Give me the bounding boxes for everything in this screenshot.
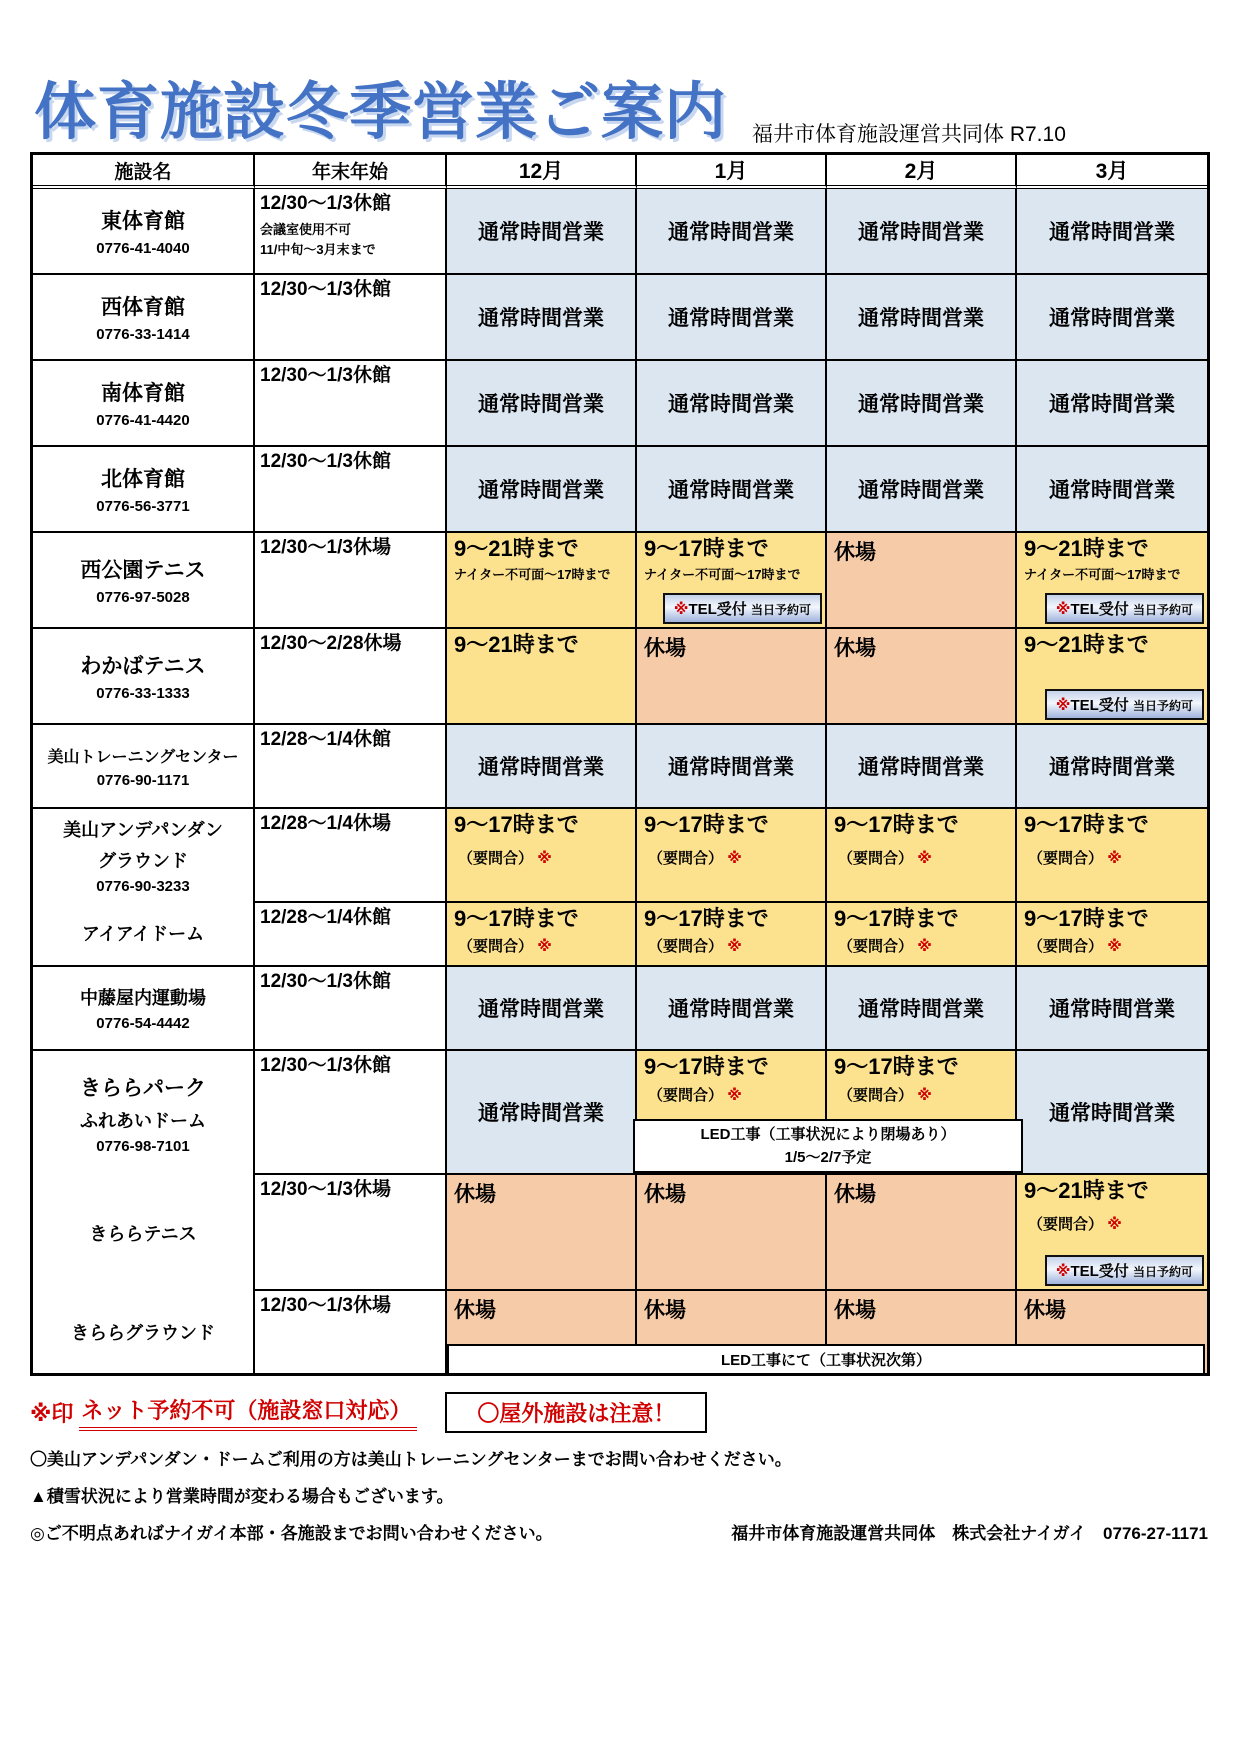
footer-note-miyama: 〇美山アンデパンダン・ドームご利用の方は美山トレーニングセンターまでお問い合わせください。	[30, 1450, 792, 1469]
month-cell	[447, 967, 637, 1051]
inquiry-note: （要問合）	[1028, 938, 1104, 956]
header-february: 2月	[827, 155, 1017, 189]
closure-cell	[255, 447, 447, 533]
month-cell	[447, 629, 637, 725]
closure-note: 11/中旬～3月末まで	[260, 242, 376, 257]
closure-cell	[255, 189, 447, 275]
cell-text: 9～21時まで	[454, 536, 579, 561]
facility-name: わかばテニス	[80, 655, 206, 678]
closure-text: 12/30～1/3休場	[260, 1295, 391, 1316]
facility-name: きららテニス	[89, 1224, 197, 1244]
closure-text: 12/28～1/4休館	[260, 729, 391, 750]
facility-name: 美山アンデパンダン	[63, 819, 223, 840]
cell-note	[834, 935, 1008, 956]
facility-phone: 0776-90-3233	[96, 877, 190, 895]
month-cell	[637, 1175, 827, 1291]
tel-badge	[1045, 1255, 1204, 1286]
month-cell	[637, 629, 827, 725]
facility-block-kirara-ground	[33, 1291, 253, 1373]
month-cell	[1017, 447, 1207, 533]
tel-badge	[1045, 689, 1204, 720]
closure-text: 12/30～1/3休館	[260, 971, 391, 992]
header-yearend: 年末年始	[255, 155, 447, 189]
closure-cell	[255, 1051, 447, 1175]
closure-cell	[255, 1291, 447, 1373]
closure-text: 12/30～1/3休場	[260, 1179, 391, 1200]
month-cell	[1017, 967, 1207, 1051]
month-cell	[637, 967, 827, 1051]
cell-text: 9～17時まで	[834, 1054, 959, 1079]
facility-name: 西体育館	[101, 296, 185, 319]
led-construction-note	[633, 1119, 1023, 1174]
month-cell	[447, 1051, 637, 1175]
cell-text: 通常時間営業	[478, 998, 604, 1021]
asterisk-mark: ※	[1055, 697, 1071, 714]
cell-text: 通常時間営業	[478, 393, 604, 416]
facility-phone: 0776-54-4442	[96, 1015, 190, 1032]
closure-text: 12/30～1/3休場	[260, 537, 391, 558]
cell-text: 通常時間営業	[1049, 998, 1175, 1021]
cell-text: 通常時間営業	[668, 998, 794, 1021]
cell-text: 9～17時まで	[834, 906, 959, 931]
tel-badge-label: TEL受付	[688, 601, 747, 618]
schedule-table	[30, 152, 1210, 1376]
cell-text: 通常時間営業	[478, 479, 604, 502]
month-cell	[827, 903, 1017, 967]
facility-phone: 0776-97-5028	[96, 589, 190, 606]
footer-legend-line	[30, 1392, 1208, 1433]
facility-name: 北体育館	[101, 468, 185, 491]
facility-phone: 0776-41-4040	[96, 240, 190, 257]
inquiry-note: （要問合）	[1028, 850, 1104, 868]
cell-text: 休場	[834, 637, 876, 660]
inquiry-note: （要問合）	[1028, 1216, 1104, 1234]
header-facility: 施設名	[33, 155, 255, 189]
closure-text: 12/28～1/4休場	[260, 813, 391, 834]
cell-note: ナイター不可面～17時まで	[644, 567, 801, 583]
facility-cell-kirara-park	[33, 1051, 255, 1373]
tel-badge-sub: 当日予約可	[1132, 603, 1193, 617]
cell-note	[454, 847, 628, 868]
cell-text: 通常時間営業	[858, 756, 984, 779]
led-note-line1: LED工事（工事状況により閉場あり）	[700, 1125, 956, 1143]
page-title: 体育施設冬季営業ご案内	[34, 78, 728, 147]
facility-block-kirara-tennis	[33, 1175, 253, 1291]
month-cell	[637, 725, 827, 809]
cell-text: 通常時間営業	[1049, 307, 1175, 330]
facility-phone: 0776-33-1333	[96, 685, 190, 702]
header-march: 3月	[1017, 155, 1207, 189]
asterisk-mark: ※	[727, 938, 742, 956]
month-cell	[1017, 189, 1207, 275]
month-cell	[1017, 1051, 1207, 1175]
asterisk-mark: ※	[727, 1087, 742, 1105]
month-cell	[827, 189, 1017, 275]
cell-text: 9～17時まで	[644, 906, 769, 931]
cell-text: 9～17時まで	[1024, 906, 1149, 931]
cell-text: 休場	[454, 1183, 496, 1206]
closure-cell	[255, 533, 447, 629]
month-cell	[827, 275, 1017, 361]
footer-notes	[30, 1392, 1208, 1544]
outdoor-caution-box: 〇屋外施設は注意！	[445, 1392, 707, 1433]
header-december: 12月	[447, 155, 637, 189]
facility-cell-miyama-training	[33, 725, 255, 809]
cell-text: 通常時間営業	[1049, 756, 1175, 779]
month-cell	[447, 725, 637, 809]
facility-name: 南体育館	[101, 382, 185, 405]
cell-text: 通常時間営業	[858, 307, 984, 330]
asterisk-mark: ※	[1107, 938, 1122, 956]
tel-badge-label: TEL受付	[1070, 601, 1129, 618]
month-cell	[1017, 725, 1207, 809]
month-cell	[1017, 629, 1207, 725]
cell-text: 通常時間営業	[668, 393, 794, 416]
cell-text: 通常時間営業	[478, 1102, 604, 1125]
facility-phone: 0776-41-4420	[96, 412, 190, 429]
closure-cell	[255, 809, 447, 903]
month-cell	[1017, 903, 1207, 967]
tel-badge-sub: 当日予約可	[1132, 699, 1193, 713]
closure-text: 12/30～1/3休館	[260, 365, 391, 386]
facility-cell-miyama-independant	[33, 809, 255, 967]
facility-name: きららグラウンド	[71, 1323, 215, 1343]
month-cell	[637, 1051, 956, 1175]
closure-text: 12/30～1/3休館	[260, 1055, 391, 1076]
asterisk-mark: ※	[1107, 850, 1122, 868]
month-cell	[1017, 533, 1207, 629]
cell-note	[644, 935, 818, 956]
cell-text: 9～17時まで	[644, 536, 769, 561]
cell-text: 休場	[644, 1299, 686, 1322]
month-cell	[827, 533, 1017, 629]
led-construction-strip: LED工事にて（工事状況次第）	[447, 1344, 1205, 1373]
facility-name: 中藤屋内運動場	[80, 988, 206, 1008]
tel-badge	[663, 593, 822, 624]
inquiry-note: （要問合）	[648, 1087, 724, 1105]
month-cell	[1017, 1175, 1207, 1291]
closure-text: 12/30～1/3休館	[260, 451, 391, 472]
month-cell	[447, 189, 637, 275]
footer-note-snow: ▲積雪状況により営業時間が変わる場合もございます。	[30, 1487, 454, 1506]
asterisk-mark: ※	[1107, 1216, 1122, 1234]
tel-badge-label: TEL受付	[1070, 697, 1129, 714]
month-cell	[447, 1291, 931, 1373]
month-cell	[637, 533, 827, 629]
cell-text: 通常時間営業	[858, 479, 984, 502]
month-cell	[1017, 361, 1207, 447]
closure-text: 12/28～1/4休館	[260, 907, 391, 928]
month-cell	[447, 903, 637, 967]
footer-contact-line	[30, 1519, 1208, 1544]
cell-text: 休場	[644, 637, 686, 660]
cell-text: 通常時間営業	[858, 393, 984, 416]
month-cell	[447, 809, 637, 903]
inquiry-note: （要問合）	[648, 938, 724, 956]
cell-text: 休場	[644, 1183, 686, 1206]
cell-text: 通常時間営業	[668, 221, 794, 244]
cell-text: 休場	[834, 541, 876, 564]
cell-text: 9～21時まで	[454, 632, 579, 657]
page-subtitle: 福井市体育施設運営共同体 R7.10	[752, 123, 1066, 146]
footer-organization: 福井市体育施設運営共同体 株式会社ナイガイ 0776-27-1171	[731, 1524, 1208, 1543]
month-cell	[637, 903, 827, 967]
month-cell	[827, 447, 1017, 533]
month-cell	[827, 809, 1017, 903]
cell-text: 通常時間営業	[668, 307, 794, 330]
facility-phone: 0776-98-7101	[96, 1137, 190, 1155]
cell-text: 通常時間営業	[1049, 1102, 1175, 1125]
cell-note	[1024, 847, 1200, 868]
month-cell	[1017, 275, 1207, 361]
month-cell	[637, 189, 827, 275]
footer-note-contact: ◎ご不明点あればナイガイ本部・各施設までお問い合わせください。	[30, 1524, 553, 1543]
tel-badge-sub: 当日予約可	[750, 603, 811, 617]
cell-text: 9～21時まで	[1024, 536, 1149, 561]
closure-text: 12/30～2/28休場	[260, 633, 402, 654]
month-cell	[447, 447, 637, 533]
facility-phone: 0776-90-1171	[96, 771, 190, 789]
net-reservation-note: ネット予約不可（施設窓口対応）	[79, 1394, 417, 1431]
cell-note	[454, 935, 628, 956]
cell-text: 9～17時まで	[454, 906, 579, 931]
month-cell	[637, 361, 827, 447]
closure-cell	[255, 1175, 447, 1291]
month-cell	[637, 275, 827, 361]
header-january: 1月	[637, 155, 827, 189]
cell-note	[644, 1084, 818, 1105]
month-cell	[637, 809, 827, 903]
month-cell	[827, 725, 1017, 809]
month-cell	[447, 1175, 637, 1291]
facility-name: 東体育館	[101, 210, 185, 233]
facility-cell-nakafuji	[33, 967, 255, 1051]
facility-phone: 0776-56-3771	[96, 498, 190, 515]
cell-note	[1024, 935, 1200, 956]
cell-text: 9～17時まで	[1024, 812, 1149, 837]
cell-text: 通常時間営業	[858, 221, 984, 244]
month-cell	[827, 1175, 1017, 1291]
month-cell	[447, 275, 637, 361]
cell-note: ナイター不可面～17時まで	[1024, 567, 1181, 583]
cell-text: 9～17時まで	[454, 812, 579, 837]
asterisk-mark: ※	[917, 938, 932, 956]
inquiry-note: （要問合）	[838, 1087, 914, 1105]
month-cell	[1017, 809, 1207, 903]
facility-cell-nishi	[33, 275, 255, 361]
month-cell	[827, 967, 1017, 1051]
cell-note	[834, 847, 1008, 868]
closure-cell	[255, 361, 447, 447]
cell-text: 通常時間営業	[478, 756, 604, 779]
facility-block-ground	[33, 809, 253, 902]
cell-text: 休場	[454, 1299, 496, 1322]
facility-name: 西公園テニス	[80, 559, 206, 582]
cell-text: 通常時間営業	[668, 479, 794, 502]
asterisk-mark: ※	[727, 850, 742, 868]
closure-cell	[255, 903, 447, 967]
facility-name: アイアイドーム	[81, 924, 205, 945]
closure-cell	[255, 967, 447, 1051]
cell-note	[644, 847, 818, 868]
facility-cell-nishikoen-tennis	[33, 533, 255, 629]
month-cell	[447, 533, 637, 629]
inquiry-note: （要問合）	[648, 850, 724, 868]
inquiry-note: （要問合）	[458, 850, 534, 868]
asterisk-mark: ※	[537, 938, 552, 956]
cell-text: 休場	[834, 1299, 876, 1322]
facility-phone: 0776-33-1414	[96, 326, 190, 343]
cell-note: ナイター不可面～17時まで	[454, 567, 611, 583]
cell-text: 9～17時まで	[644, 812, 769, 837]
facility-cell-kita	[33, 447, 255, 533]
closure-text: 12/30～1/3休館	[260, 279, 391, 300]
facility-name: 美山トレーニングセンター	[47, 748, 239, 766]
cell-note	[834, 1084, 1008, 1105]
inquiry-note: （要問合）	[458, 938, 534, 956]
tel-badge-sub: 当日予約可	[1132, 1265, 1193, 1279]
facility-name-line2: グラウンド	[98, 850, 188, 871]
cell-text: 通常時間営業	[478, 221, 604, 244]
asterisk-mark: ※	[917, 850, 932, 868]
facility-name-line2: ふれあいドーム	[80, 1110, 206, 1131]
asterisk-mark: ※	[537, 850, 552, 868]
month-cell	[637, 447, 827, 533]
cell-text: 9～17時まで	[644, 1054, 769, 1079]
cell-text: 通常時間営業	[1049, 221, 1175, 244]
facility-cell-wakaba-tennis	[33, 629, 255, 725]
cell-text: 通常時間営業	[668, 756, 794, 779]
closure-cell	[255, 629, 447, 725]
cell-text: 通常時間営業	[1049, 393, 1175, 416]
cell-text: 通常時間営業	[478, 307, 604, 330]
facility-name: きららパーク	[80, 1076, 206, 1100]
tel-badge-label: TEL受付	[1070, 1263, 1129, 1280]
cell-text: 9～17時まで	[834, 812, 959, 837]
closure-cell	[255, 725, 447, 809]
cell-text: 9～21時まで	[1024, 1178, 1149, 1203]
closure-text: 12/30～1/3休館	[260, 193, 391, 214]
asterisk-mark: ※	[1055, 1263, 1071, 1280]
led-note-line2: 1/5～2/7予定	[784, 1148, 872, 1166]
facility-cell-higashi	[33, 189, 255, 275]
cell-text: 休場	[1024, 1299, 1066, 1322]
month-cell	[827, 629, 1017, 725]
inquiry-note: （要問合）	[838, 938, 914, 956]
facility-cell-minami	[33, 361, 255, 447]
closure-note: 会議室使用不可	[260, 221, 352, 237]
asterisk-mark: ※	[1055, 601, 1071, 618]
inquiry-note: （要問合）	[838, 850, 914, 868]
cell-note	[1024, 1213, 1200, 1234]
facility-block-fureai-dome	[33, 1051, 253, 1175]
asterisk-legend-label: ※印	[30, 1401, 74, 1426]
cell-text: 休場	[834, 1183, 876, 1206]
cell-text: 9～21時まで	[1024, 632, 1149, 657]
cell-text: 通常時間営業	[1049, 479, 1175, 502]
asterisk-mark: ※	[917, 1087, 932, 1105]
facility-block-aiai-dome	[33, 902, 253, 965]
closure-cell	[255, 275, 447, 361]
tel-badge	[1045, 593, 1204, 624]
month-cell	[827, 361, 1017, 447]
asterisk-mark: ※	[673, 601, 689, 618]
month-cell	[447, 361, 637, 447]
cell-text: 通常時間営業	[858, 998, 984, 1021]
